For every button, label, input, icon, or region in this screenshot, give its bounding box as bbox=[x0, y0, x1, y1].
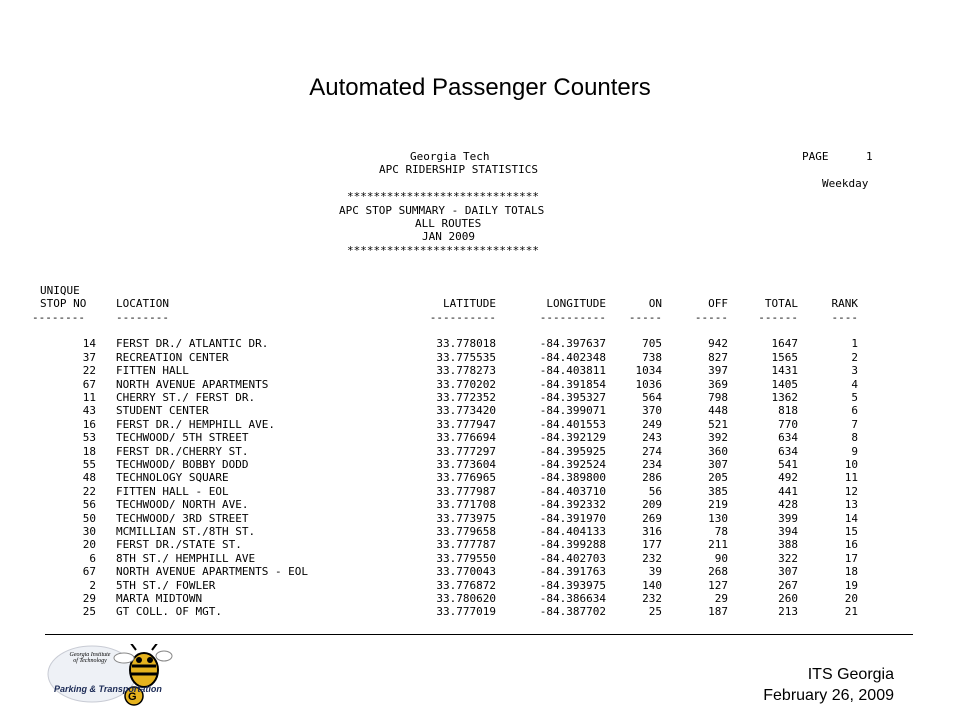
cell-total-count: 213 bbox=[778, 605, 798, 619]
cell-on-count: 316 bbox=[642, 524, 662, 538]
cell-longitude: -84.403811 bbox=[539, 364, 606, 378]
footer-date: February 26, 2009 bbox=[763, 687, 894, 704]
footer-divider bbox=[45, 634, 913, 635]
cell-on-count: 370 bbox=[642, 404, 662, 418]
cell-stop-no: 50 bbox=[82, 511, 96, 525]
cell-total-count: 541 bbox=[778, 457, 798, 471]
cell-rank: 15 bbox=[844, 524, 858, 538]
cell-stop-no: 22 bbox=[82, 484, 96, 498]
apc-report bbox=[32, 150, 902, 619]
cell-rank: 13 bbox=[844, 498, 858, 512]
cell-total-count: 322 bbox=[778, 551, 798, 565]
dash-total: ------ bbox=[758, 310, 798, 324]
cell-rank: 5 bbox=[851, 391, 858, 405]
cell-off-count: 127 bbox=[708, 578, 728, 592]
table-row bbox=[32, 565, 902, 578]
cell-off-count: 307 bbox=[708, 457, 728, 471]
cell-longitude: -84.389800 bbox=[539, 471, 606, 485]
cell-off-count: 187 bbox=[708, 605, 728, 619]
cell-location: RECREATION CENTER bbox=[116, 350, 229, 364]
cell-off-count: 942 bbox=[708, 337, 728, 351]
cell-latitude: 33.773975 bbox=[436, 511, 496, 525]
cell-stop-no: 67 bbox=[82, 377, 96, 391]
dash-stop-no: -------- bbox=[32, 310, 85, 324]
cell-rank: 14 bbox=[844, 511, 858, 525]
report-header-line-8 bbox=[32, 244, 902, 257]
cell-longitude: -84.402348 bbox=[539, 350, 606, 364]
svg-text:G: G bbox=[128, 691, 137, 703]
cell-on-count: 232 bbox=[642, 551, 662, 565]
col-location: LOCATION bbox=[116, 297, 169, 311]
column-header-row bbox=[32, 297, 902, 310]
cell-on-count: 243 bbox=[642, 431, 662, 445]
cell-rank: 12 bbox=[844, 484, 858, 498]
cell-rank: 6 bbox=[851, 404, 858, 418]
cell-longitude: -84.401553 bbox=[539, 417, 606, 431]
cell-location: TECHWOOD/ NORTH AVE. bbox=[116, 498, 249, 512]
cell-stop-no: 11 bbox=[82, 391, 96, 405]
cell-total-count: 818 bbox=[778, 404, 798, 418]
cell-longitude: -84.392129 bbox=[539, 431, 606, 445]
cell-off-count: 448 bbox=[708, 404, 728, 418]
cell-total-count: 1362 bbox=[771, 391, 798, 405]
cell-stop-no: 25 bbox=[82, 605, 96, 619]
cell-total-count: 428 bbox=[778, 498, 798, 512]
cell-off-count: 798 bbox=[708, 391, 728, 405]
cell-stop-no: 18 bbox=[82, 444, 96, 458]
report-header-line-1 bbox=[32, 150, 902, 163]
cell-on-count: 738 bbox=[642, 350, 662, 364]
dash-rank: ---- bbox=[831, 310, 858, 324]
table-row bbox=[32, 538, 902, 551]
table-row bbox=[32, 364, 902, 377]
report-header-line-7 bbox=[32, 230, 902, 243]
cell-on-count: 249 bbox=[642, 417, 662, 431]
cell-off-count: 130 bbox=[708, 511, 728, 525]
cell-location: TECHWOOD/ 5TH STREET bbox=[116, 431, 249, 445]
cell-stop-no: 43 bbox=[82, 404, 96, 418]
cell-off-count: 369 bbox=[708, 377, 728, 391]
period-label: JAN 2009 bbox=[422, 230, 475, 244]
unique-label: UNIQUE bbox=[40, 283, 80, 297]
cell-location: 8TH ST./ HEMPHILL AVE bbox=[116, 551, 256, 565]
cell-rank: 17 bbox=[844, 551, 858, 565]
column-dashes-row bbox=[32, 311, 902, 324]
cell-on-count: 56 bbox=[648, 484, 662, 498]
col-stop-no: STOP NO bbox=[40, 297, 87, 311]
cell-location: FERST DR./STATE ST. bbox=[116, 538, 242, 552]
dash-on: ----- bbox=[628, 310, 662, 324]
day-type: Weekday bbox=[822, 176, 869, 190]
footer-org: ITS Georgia bbox=[807, 666, 894, 683]
cell-longitude: -84.404133 bbox=[539, 524, 606, 538]
cell-total-count: 1565 bbox=[771, 350, 798, 364]
cell-on-count: 209 bbox=[642, 498, 662, 512]
table-row bbox=[32, 512, 902, 525]
cell-off-count: 360 bbox=[708, 444, 728, 458]
cell-stop-no: 29 bbox=[82, 591, 96, 605]
cell-off-count: 211 bbox=[708, 538, 728, 552]
cell-stop-no: 55 bbox=[82, 457, 96, 471]
cell-longitude: -84.403710 bbox=[539, 484, 606, 498]
cell-stop-no: 16 bbox=[82, 417, 96, 431]
cell-off-count: 827 bbox=[708, 350, 728, 364]
report-header-line-3 bbox=[32, 177, 902, 190]
cell-longitude: -84.399288 bbox=[539, 538, 606, 552]
cell-latitude: 33.777787 bbox=[436, 538, 496, 552]
logo-institute-text: Georgia Institute of Technology bbox=[69, 652, 111, 664]
page-number: 1 bbox=[866, 150, 873, 163]
cell-stop-no: 6 bbox=[89, 551, 96, 565]
cell-location: MCMILLIAN ST./8TH ST. bbox=[116, 524, 256, 538]
cell-on-count: 177 bbox=[642, 538, 662, 552]
col-longitude: LONGITUDE bbox=[546, 297, 606, 311]
table-row bbox=[32, 552, 902, 565]
cell-on-count: 564 bbox=[642, 391, 662, 405]
cell-location: CHERRY ST./ FERST DR. bbox=[116, 391, 256, 405]
cell-latitude: 33.771708 bbox=[436, 498, 496, 512]
table-row bbox=[32, 605, 902, 618]
page-label: PAGE bbox=[802, 150, 829, 163]
cell-rank: 3 bbox=[851, 364, 858, 378]
table-row bbox=[32, 337, 902, 350]
col-off: OFF bbox=[708, 297, 728, 311]
stop-table-body bbox=[32, 337, 902, 618]
cell-rank: 11 bbox=[844, 471, 858, 485]
cell-off-count: 90 bbox=[714, 551, 728, 565]
summary-title: APC STOP SUMMARY - DAILY TOTALS bbox=[339, 203, 545, 217]
cell-total-count: 394 bbox=[778, 524, 798, 538]
cell-rank: 20 bbox=[844, 591, 858, 605]
cell-stop-no: 30 bbox=[82, 524, 96, 538]
cell-location: STUDENT CENTER bbox=[116, 404, 209, 418]
cell-rank: 16 bbox=[844, 538, 858, 552]
cell-off-count: 205 bbox=[708, 471, 728, 485]
cell-rank: 2 bbox=[851, 350, 858, 364]
cell-latitude: 33.776694 bbox=[436, 431, 496, 445]
dash-longitude: ---------- bbox=[539, 310, 606, 324]
cell-longitude: -84.392332 bbox=[539, 498, 606, 512]
cell-rank: 8 bbox=[851, 431, 858, 445]
cell-latitude: 33.772352 bbox=[436, 391, 496, 405]
dash-off: ----- bbox=[694, 310, 728, 324]
cell-total-count: 399 bbox=[778, 511, 798, 525]
cell-total-count: 1647 bbox=[771, 337, 798, 351]
cell-longitude: -84.391763 bbox=[539, 565, 606, 579]
col-latitude: LATITUDE bbox=[443, 297, 496, 311]
cell-longitude: -84.391854 bbox=[539, 377, 606, 391]
cell-on-count: 39 bbox=[648, 565, 662, 579]
cell-stop-no: 48 bbox=[82, 471, 96, 485]
stars-bottom: ***************************** bbox=[347, 243, 540, 257]
cell-location: TECHWOOD/ BOBBY DODD bbox=[116, 457, 249, 471]
cell-on-count: 705 bbox=[642, 337, 662, 351]
cell-latitude: 33.779550 bbox=[436, 551, 496, 565]
cell-location: FITTEN HALL - EOL bbox=[116, 484, 229, 498]
report-header-line-6 bbox=[32, 217, 902, 230]
cell-total-count: 634 bbox=[778, 431, 798, 445]
cell-stop-no: 37 bbox=[82, 350, 96, 364]
cell-on-count: 140 bbox=[642, 578, 662, 592]
cell-rank: 10 bbox=[844, 457, 858, 471]
cell-total-count: 1405 bbox=[771, 377, 798, 391]
cell-stop-no: 22 bbox=[82, 364, 96, 378]
cell-on-count: 234 bbox=[642, 457, 662, 471]
cell-latitude: 33.778273 bbox=[436, 364, 496, 378]
cell-latitude: 33.776965 bbox=[436, 471, 496, 485]
col-total: TOTAL bbox=[764, 297, 798, 311]
cell-rank: 18 bbox=[844, 565, 858, 579]
cell-total-count: 307 bbox=[778, 565, 798, 579]
cell-rank: 9 bbox=[851, 444, 858, 458]
logo-department-text: Parking & Transportation bbox=[54, 684, 162, 694]
table-row bbox=[32, 351, 902, 364]
cell-stop-no: 20 bbox=[82, 538, 96, 552]
cell-on-count: 1036 bbox=[635, 377, 662, 391]
cell-latitude: 33.773604 bbox=[436, 457, 496, 471]
cell-longitude: -84.397637 bbox=[539, 337, 606, 351]
col-rank: RANK bbox=[831, 297, 858, 311]
cell-location: GT COLL. OF MGT. bbox=[116, 605, 222, 619]
stars-top: ***************************** bbox=[347, 190, 540, 204]
cell-on-count: 232 bbox=[642, 591, 662, 605]
cell-longitude: -84.395327 bbox=[539, 391, 606, 405]
report-header-line-5 bbox=[32, 204, 902, 217]
cell-stop-no: 2 bbox=[89, 578, 96, 592]
dash-location: -------- bbox=[116, 310, 169, 324]
cell-location: TECHWOOD/ 3RD STREET bbox=[116, 511, 249, 525]
slide-title: Automated Passenger Counters bbox=[309, 74, 651, 101]
table-row bbox=[32, 445, 902, 458]
cell-total-count: 634 bbox=[778, 444, 798, 458]
cell-latitude: 33.770043 bbox=[436, 565, 496, 579]
table-row bbox=[32, 498, 902, 511]
cell-longitude: -84.395925 bbox=[539, 444, 606, 458]
cell-location: FERST DR./ HEMPHILL AVE. bbox=[116, 417, 275, 431]
cell-rank: 1 bbox=[851, 337, 858, 351]
table-row bbox=[32, 525, 902, 538]
cell-latitude: 33.777987 bbox=[436, 484, 496, 498]
cell-location: FERST DR./ ATLANTIC DR. bbox=[116, 337, 269, 351]
cell-latitude: 33.778018 bbox=[436, 337, 496, 351]
cell-location: FITTEN HALL bbox=[116, 364, 189, 378]
cell-latitude: 33.780620 bbox=[436, 591, 496, 605]
cell-stop-no: 67 bbox=[82, 565, 96, 579]
cell-latitude: 33.776872 bbox=[436, 578, 496, 592]
cell-total-count: 492 bbox=[778, 471, 798, 485]
table-row bbox=[32, 391, 902, 404]
cell-off-count: 521 bbox=[708, 417, 728, 431]
cell-longitude: -84.391970 bbox=[539, 511, 606, 525]
cell-stop-no: 56 bbox=[82, 498, 96, 512]
cell-on-count: 269 bbox=[642, 511, 662, 525]
cell-latitude: 33.777947 bbox=[436, 417, 496, 431]
cell-on-count: 25 bbox=[648, 605, 662, 619]
table-row bbox=[32, 471, 902, 484]
cell-off-count: 397 bbox=[708, 364, 728, 378]
column-header-unique bbox=[32, 284, 902, 297]
footer-info bbox=[763, 664, 894, 706]
cell-on-count: 286 bbox=[642, 471, 662, 485]
cell-latitude: 33.779658 bbox=[436, 524, 496, 538]
cell-location: TECHNOLOGY SQUARE bbox=[116, 471, 229, 485]
cell-longitude: -84.387702 bbox=[539, 605, 606, 619]
report-subtitle: APC RIDERSHIP STATISTICS bbox=[379, 163, 538, 177]
cell-latitude: 33.770202 bbox=[436, 377, 496, 391]
cell-total-count: 1431 bbox=[771, 364, 798, 378]
cell-latitude: 33.777019 bbox=[436, 605, 496, 619]
cell-latitude: 33.773420 bbox=[436, 404, 496, 418]
table-row bbox=[32, 579, 902, 592]
parking-transportation-logo bbox=[44, 644, 174, 712]
table-row bbox=[32, 418, 902, 431]
report-header-line-2 bbox=[32, 163, 902, 176]
cell-stop-no: 14 bbox=[82, 337, 96, 351]
cell-on-count: 274 bbox=[642, 444, 662, 458]
cell-off-count: 268 bbox=[708, 565, 728, 579]
cell-latitude: 33.775535 bbox=[436, 350, 496, 364]
report-org: Georgia Tech bbox=[410, 150, 490, 163]
cell-latitude: 33.777297 bbox=[436, 444, 496, 458]
cell-off-count: 29 bbox=[714, 591, 728, 605]
table-row bbox=[32, 592, 902, 605]
cell-rank: 19 bbox=[844, 578, 858, 592]
routes-label: ALL ROUTES bbox=[415, 216, 482, 230]
cell-longitude: -84.386634 bbox=[539, 591, 606, 605]
cell-location: MARTA MIDTOWN bbox=[116, 591, 203, 605]
cell-location: 5TH ST./ FOWLER bbox=[116, 578, 216, 592]
cell-total-count: 770 bbox=[778, 417, 798, 431]
dash-latitude: ---------- bbox=[429, 310, 496, 324]
table-row bbox=[32, 431, 902, 444]
cell-location: NORTH AVENUE APARTMENTS - EOL bbox=[116, 565, 309, 579]
cell-on-count: 1034 bbox=[635, 364, 662, 378]
cell-longitude: -84.393975 bbox=[539, 578, 606, 592]
cell-off-count: 78 bbox=[714, 524, 728, 538]
cell-total-count: 388 bbox=[778, 538, 798, 552]
cell-longitude: -84.392524 bbox=[539, 457, 606, 471]
cell-off-count: 385 bbox=[708, 484, 728, 498]
cell-total-count: 441 bbox=[778, 484, 798, 498]
cell-off-count: 219 bbox=[708, 498, 728, 512]
cell-location: FERST DR./CHERRY ST. bbox=[116, 444, 249, 458]
cell-rank: 21 bbox=[844, 605, 858, 619]
cell-stop-no: 53 bbox=[82, 431, 96, 445]
table-row bbox=[32, 485, 902, 498]
cell-rank: 4 bbox=[851, 377, 858, 391]
col-on: ON bbox=[648, 297, 662, 311]
cell-off-count: 392 bbox=[708, 431, 728, 445]
cell-longitude: -84.402703 bbox=[539, 551, 606, 565]
cell-location: NORTH AVENUE APARTMENTS bbox=[116, 377, 269, 391]
cell-rank: 7 bbox=[851, 417, 858, 431]
cell-total-count: 267 bbox=[778, 578, 798, 592]
table-row bbox=[32, 404, 902, 417]
report-header-line-4 bbox=[32, 190, 902, 203]
table-row bbox=[32, 458, 902, 471]
table-row bbox=[32, 378, 902, 391]
cell-total-count: 260 bbox=[778, 591, 798, 605]
cell-longitude: -84.399071 bbox=[539, 404, 606, 418]
